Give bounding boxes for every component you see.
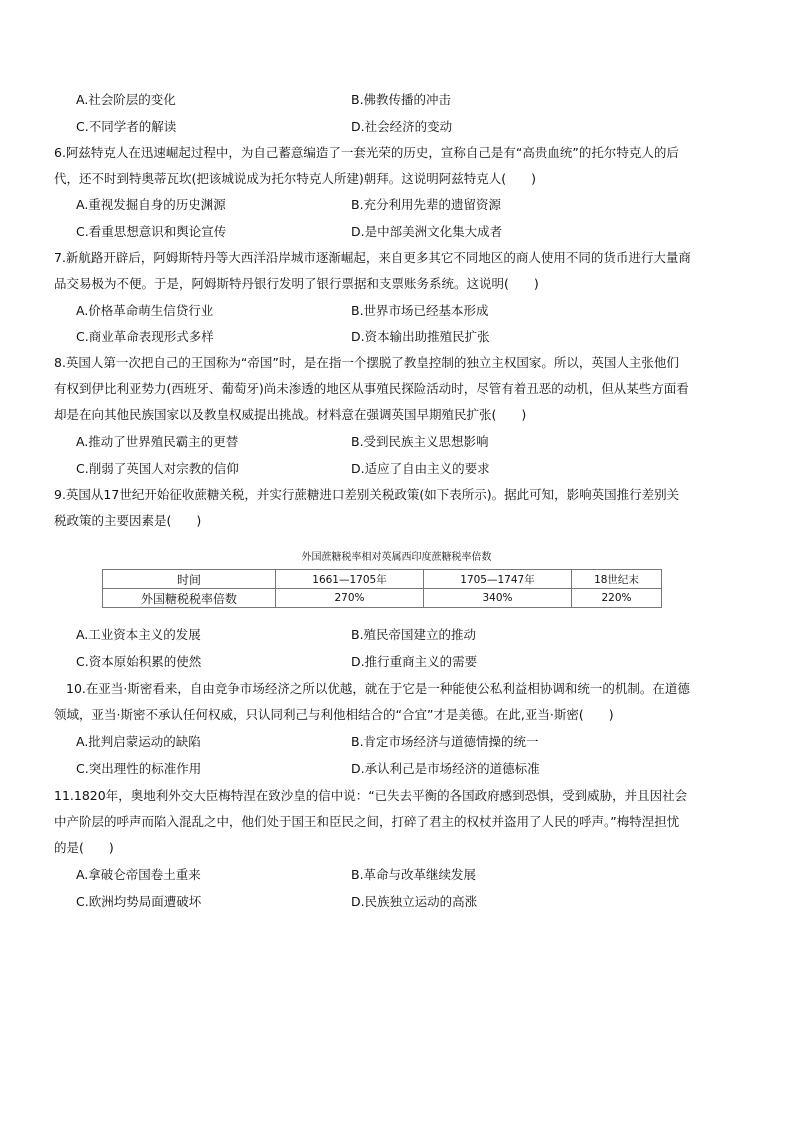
q5-option-d: D.社会经济的变动	[351, 119, 453, 134]
q5-option-c: C.不同学者的解读	[76, 119, 177, 134]
q9-stem-line-1: 9.英国从17世纪开始征收蔗糖关税，并实行蔗糖进口差别关税政策(如下表所示)。据此可知，影响英国推行差别关	[54, 487, 680, 502]
q8-option-a: A.推动了世界殖民霸主的更替	[76, 434, 239, 449]
q5-option-a: A.社会阶层的变化	[76, 92, 176, 107]
q8-stem-line-3: 却是在向其他民族国家以及教皇权威提出挑战。材料意在强调英国早期殖民扩张( )	[54, 407, 527, 422]
table-header-cell: 18世纪末	[572, 570, 662, 589]
table-header-cell: 1661—1705年	[276, 570, 424, 589]
table-cell: 外国糖税税率倍数	[103, 589, 276, 608]
q10-option-d: D.承认利己是市场经济的道德标准	[351, 761, 540, 776]
table-row	[103, 589, 662, 608]
q10-stem-line-1: 10.在亚当·斯密看来，自由竞争市场经济之所以优越，就在于它是一种能使公私利益相协调和统一的机制。在道德	[66, 681, 690, 696]
q7-option-b: B.世界市场已经基本形成	[351, 303, 489, 318]
q11-stem-line-2: 中产阶层的呼声而陷入混乱之中，他们处于国王和臣民之间，打碎了君主的权杖并盗用了人民的呼声。”梅特涅担忧	[54, 814, 680, 829]
table-cell: 220%	[572, 589, 662, 608]
q7-option-a: A.价格革命萌生信贷行业	[76, 303, 214, 318]
q9-option-c: C.资本原始积累的使然	[76, 654, 202, 669]
q6-option-a: A.重视发掘自身的历史渊源	[76, 197, 226, 212]
table-cell: 270%	[276, 589, 424, 608]
table-header-cell: 1705—1747年	[424, 570, 572, 589]
sugar-tax-table	[102, 569, 662, 608]
q7-stem-line-2: 品交易极为不便。于是，阿姆斯特丹银行发明了银行票据和支票账务系统。这说明( )	[54, 276, 539, 291]
q6-option-b: B.充分利用先辈的遗留资源	[351, 197, 502, 212]
q6-option-d: D.是中部美洲文化集大成者	[351, 224, 503, 239]
table-cell: 340%	[424, 589, 572, 608]
q11-option-d: D.民族独立运动的高涨	[351, 894, 478, 909]
q11-stem-line-3: 的是( )	[54, 840, 114, 855]
q8-option-d: D.适应了自由主义的要求	[351, 461, 490, 476]
q8-option-b: B.受到民族主义思想影响	[351, 434, 489, 449]
q6-stem-line-1: 6.阿兹特克人在迅速崛起过程中，为自己蓄意编造了一套光荣的历史，宣称自己是有“高贵血统”的托尔特克人的后	[54, 145, 679, 160]
table-header-cell: 时间	[103, 570, 276, 589]
q6-stem-line-2: 代，还不时到特奥蒂瓦坎(把该城说成为托尔特克人所建)朝拜。这说明阿兹特克人( )	[54, 171, 537, 186]
q5-option-b: B.佛教传播的冲击	[351, 92, 452, 107]
q9-option-b: B.殖民帝国建立的推动	[351, 627, 477, 642]
q9-option-d: D.推行重商主义的需要	[351, 654, 478, 669]
q7-option-d: D.资本输出助推殖民扩张	[351, 329, 490, 344]
q8-stem-line-1: 8.英国人第一次把自己的王国称为“帝国”时，是在指一个摆脱了教皇控制的独立主权国家。所以，英国人主张他们	[54, 355, 679, 370]
q11-option-b: B.革命与改革继续发展	[351, 867, 477, 882]
q11-stem-line-1: 11.1820年，奥地利外交大臣梅特涅在致沙皇的信中说：“已失去平衡的各国政府感到恐惧，受到威胁，并且因社会	[54, 788, 688, 803]
table-header-row	[103, 570, 662, 589]
q7-stem-line-1: 7.新航路开辟后，阿姆斯特丹等大西洋沿岸城市逐渐崛起，来自更多其它不同地区的商人使用不同的货币进行大量商	[54, 250, 691, 265]
q6-option-c: C.看重思想意识和舆论宣传	[76, 224, 227, 239]
q9-stem-line-2: 税政策的主要因素是( )	[54, 513, 202, 528]
q11-option-c: C.欧洲均势局面遭破坏	[76, 894, 202, 909]
q7-option-c: C.商业革命表现形式多样	[76, 329, 214, 344]
q9-option-a: A.工业资本主义的发展	[76, 627, 201, 642]
q10-option-a: A.批判启蒙运动的缺陷	[76, 734, 201, 749]
q10-stem-line-2: 领域，亚当·斯密不承认任何权威，只认同利己与利他相结合的“合宜”才是美德。在此,亚当·斯密( )	[54, 707, 614, 722]
q10-option-c: C.突出理性的标准作用	[76, 761, 202, 776]
q11-option-a: A.拿破仑帝国卷土重来	[76, 867, 201, 882]
q8-stem-line-2: 有权到伊比利亚势力(西班牙、葡萄牙)尚未渗透的地区从事殖民探险活动时，尽管有着丑恶的动机，但从某些方面看	[54, 381, 689, 396]
q10-option-b: B.肯定市场经济与道德情操的统一	[351, 734, 539, 749]
q8-option-c: C.削弱了英国人对宗教的信仰	[76, 461, 239, 476]
q9-table-caption: 外国蔗糖税率相对英属西印度蔗糖税率倍数	[301, 552, 492, 563]
